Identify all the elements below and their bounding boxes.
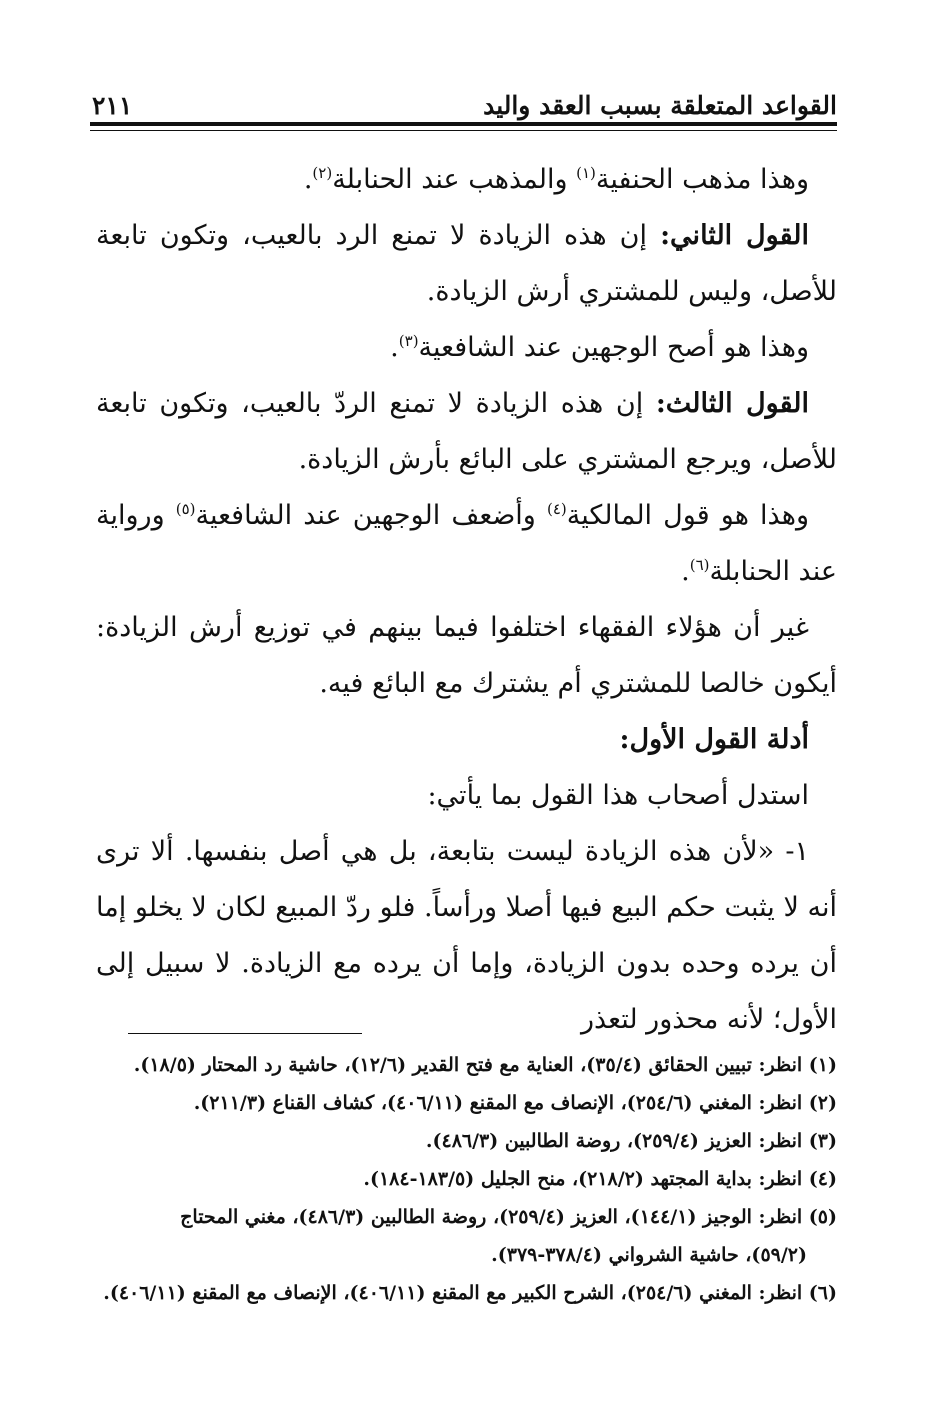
header-rule-thin — [90, 130, 837, 131]
footnote-ref[interactable]: (٦) — [689, 556, 710, 574]
text-run: وهذا هو قول المالكية — [566, 500, 810, 531]
page-number: ٢١١ — [92, 91, 133, 120]
footnote-4 — [92, 1160, 837, 1198]
text-run: ورواية عند الحنابلة — [96, 500, 837, 587]
footnote-text: (٦) انظر: المغني (٢٥٤/٦)، الشرح الكبير مع المقنع (٤٠٦/١١)، الإنصاف مع المقنع (٤٠٦/١١). — [103, 1282, 837, 1304]
footnote-text: (٢) انظر: المغني (٢٥٤/٦)، الإنصاف مع المقنع (٤٠٦/١١)، كشاف القناع (٢١١/٣). — [193, 1092, 837, 1114]
footnote-ref[interactable]: (٣) — [398, 332, 419, 350]
text-run: إن هذه الزيادة لا تمنع الرد بالعيب، وتكون تابعة للأصل، وليس للمشتري أرش الزيادة. — [96, 220, 837, 307]
header-rule-thick — [90, 122, 837, 126]
section-label: القول الثاني: — [660, 220, 810, 251]
paragraph-1 — [96, 152, 837, 208]
heading-text: أدلة القول الأول: — [619, 724, 809, 755]
footnotes — [92, 1046, 837, 1312]
paragraph-6 — [96, 600, 837, 712]
running-title: القواعد المتعلقة بسبب العقد واليد — [483, 91, 837, 120]
main-text — [96, 152, 837, 1048]
paragraph-7 — [96, 768, 837, 824]
footnote-5 — [92, 1198, 837, 1274]
footnote-text: (٥) انظر: الوجيز (١٤٤/١)، العزيز (٢٥٩/٤)، روضة الطالبين (٤٨٦/٣)، مغني المحتاج — [180, 1206, 837, 1228]
footnote-1 — [92, 1046, 837, 1084]
paragraph-3 — [96, 320, 837, 376]
section-heading — [96, 712, 837, 768]
paragraph-8 — [96, 824, 837, 1048]
running-header — [92, 84, 837, 120]
paragraph-4 — [96, 376, 837, 488]
text-run: استدل أصحاب هذا القول بما يأتي: — [427, 780, 809, 811]
text-run: إن هذه الزيادة لا تمنع الردّ بالعيب، وتكون تابعة للأصل، ويرجع المشتري على البائع بأرش الزيادة. — [96, 388, 837, 475]
footnote-continuation: (٥٩/٢)، حاشية الشرواني (٣٧٨/٤-٣٧٩). — [491, 1244, 807, 1266]
text-run: . — [681, 556, 690, 587]
section-label: القول الثالث: — [655, 388, 809, 419]
footnote-separator — [128, 1033, 362, 1034]
text-run: ١- «لأن هذه الزيادة ليست بتابعة، بل هي أصل بنفسها. ألا ترى أنه لا يثبت حكم البيع فيها أصلا ورأساً. فلو ردّ المبيع لكان لا يخلو إما أن يرده وحده بدون الزيادة، وإما أن يرده مع الزيادة. لا سبيل إلى الأول؛ لأنه محذور لتعذر — [96, 836, 837, 1035]
text-run: وأضعف الوجهين عند الشافعية — [195, 500, 547, 531]
footnote-text: (١) انظر: تبيين الحقائق (٣٥/٤)، العناية مع فتح القدير (١٢/٦)، حاشية رد المحتار (١٨/٥). — [133, 1054, 837, 1076]
text-run: والمذهب عند الحنابلة — [332, 164, 577, 195]
text-run: . — [303, 164, 313, 195]
paragraph-5 — [96, 488, 837, 600]
text-run: وهذا مذهب الحنفية — [595, 164, 809, 195]
footnote-ref[interactable]: (٤) — [546, 500, 567, 518]
footnote-2 — [92, 1084, 837, 1122]
footnote-ref[interactable]: (١) — [576, 164, 596, 182]
text-run: وهذا هو أصح الوجهين عند الشافعية — [418, 332, 809, 363]
text-run: . — [390, 332, 399, 363]
footnote-ref[interactable]: (٢) — [312, 164, 333, 182]
footnote-text: (٣) انظر: العزيز (٢٥٩/٤)، روضة الطالبين (٤٨٦/٣). — [425, 1130, 837, 1152]
footnote-6 — [92, 1274, 837, 1312]
footnote-3 — [92, 1122, 837, 1160]
paragraph-2 — [96, 208, 837, 320]
footnote-ref[interactable]: (٥) — [175, 500, 196, 518]
text-run: غير أن هؤلاء الفقهاء اختلفوا فيما بينهم في توزيع أرش الزيادة: أيكون خالصا للمشتري أم يشترك مع البائع فيه. — [96, 612, 837, 699]
footnote-text: (٤) انظر: بداية المجتهد (٢١٨/٢)، منح الجليل (١٨٣/٥-١٨٤). — [363, 1168, 837, 1190]
